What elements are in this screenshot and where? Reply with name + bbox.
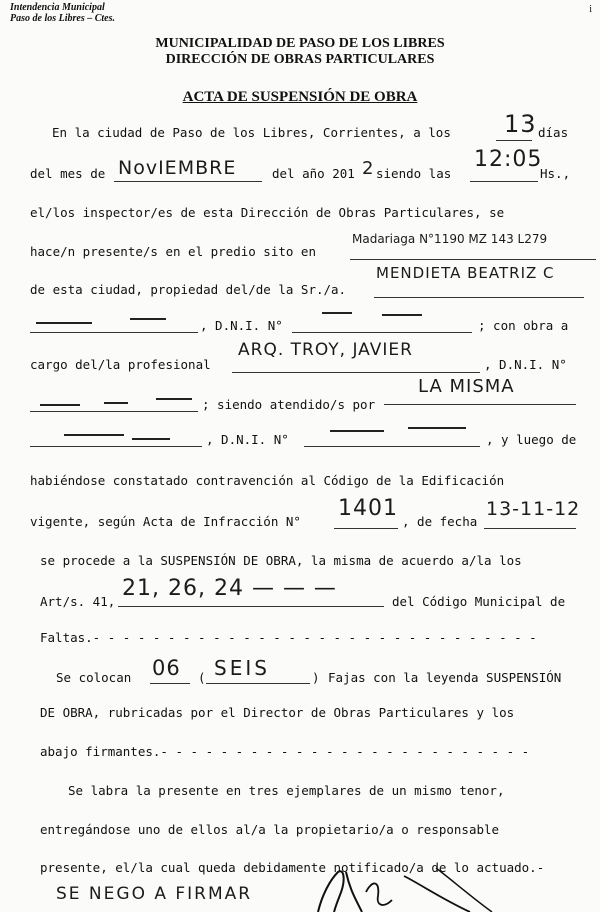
line-2-hs: Hs., — [540, 166, 571, 181]
hw-fajas-words: SEIS — [214, 656, 270, 680]
org-line-1: Intendencia Municipal — [10, 2, 105, 13]
hw-articles: 21, 26, 24 — — — — [122, 576, 337, 601]
line-10-text: habiéndose constatado contravención al Código de la Edificación — [30, 473, 505, 488]
line-9-luego: , y luego de — [486, 432, 577, 447]
line-2-anio: del año 201 — [272, 166, 355, 181]
line-14-faltas: Faltas.- - - - - - - - - - - - - - - - - - - - - - - - - - - - - - — [40, 630, 537, 645]
hw-owner: MENDIETA BEATRIZ C — [376, 264, 555, 282]
line-20-text: presente, el/la cual queda debidamente notificado/a de lo actuado.- — [40, 860, 545, 875]
hw-day: 13 — [504, 110, 537, 138]
corner-mark: i — [589, 4, 592, 15]
line-7-text: cargo del/la profesional — [30, 357, 211, 372]
line-3-text: el/los inspector/es de esta Dirección de Obras Particulares, se — [30, 205, 505, 220]
org-line-2: Paso de los Libres – Ctes. — [10, 13, 115, 24]
line-17-text: abajo firmantes.- - - - - - - - - - - - - - - - - - - - - - - - - — [40, 744, 530, 759]
line-16-text: DE OBRA, rubricadas por el Director de Obras Particulares y los — [40, 705, 515, 720]
hw-infraction-date: 13-11-12 — [486, 498, 581, 520]
line-7-dni: , D.N.I. N° — [484, 357, 567, 372]
hw-footer-note: SE NEGO A FIRMAR — [56, 884, 253, 904]
line-8-text: ; siendo atendido/s por — [202, 397, 376, 412]
line-18-text: Se labra la presente en tres ejemplares de un mismo tenor, — [68, 783, 505, 798]
line-11-text: vigente, según Acta de Infracción N° — [30, 514, 301, 529]
line-1-text: En la ciudad de Paso de los Libres, Corrientes, a los — [52, 125, 451, 140]
line-6-obra: ; con obra a — [478, 318, 569, 333]
hw-hour: 12:05 — [474, 147, 543, 172]
hw-year-digit: 2 — [362, 158, 375, 179]
hw-month: NovIEMBRE — [118, 157, 237, 179]
line-9-dni: , D.N.I. N° — [206, 432, 289, 447]
title-municipality: MUNICIPALIDAD DE PASO DE LOS LIBRES — [155, 36, 445, 51]
hw-infraction-number: 1401 — [338, 496, 398, 521]
line-15-close-paren: ) — [312, 670, 320, 685]
line-15-colocan: Se colocan — [56, 670, 132, 685]
line-4-text: hace/n presente/s en el predio sito en — [30, 244, 316, 259]
line-2-siendo: siendo las — [376, 166, 452, 181]
title-direction: DIRECCIÓN DE OBRAS PARTICULARES — [165, 52, 435, 67]
line-1-dias: días — [538, 125, 569, 140]
hw-fajas-count: 06 — [152, 656, 181, 680]
line-19-text: entregándose uno de ellos al/a la propietario/a o responsable — [40, 822, 500, 837]
hw-address: Madariaga N°1190 MZ 143 L279 — [352, 232, 548, 246]
line-15-fajas: Fajas con la leyenda SUSPENSIÓN — [328, 670, 562, 685]
document-title: ACTA DE SUSPENSIÓN DE OBRA — [182, 89, 418, 105]
line-15-open-paren: ( — [198, 670, 206, 685]
hw-attended-by: LA MISMA — [418, 376, 515, 397]
line-11-fecha: , de fecha — [402, 514, 478, 529]
line-6-dni: , D.N.I. N° — [200, 318, 283, 333]
line-5-text: de esta ciudad, propiedad del/de la Sr./a. — [30, 282, 347, 297]
line-13-art: Art/s. 41, — [40, 594, 116, 609]
line-12-text: se procede a la SUSPENSIÓN DE OBRA, la misma de acuerdo a/la los — [40, 553, 522, 568]
hw-professional: ARQ. TROY, JAVIER — [238, 340, 413, 360]
line-2-mes: del mes de — [30, 166, 106, 181]
line-13-codigo: del Código Municipal de — [392, 594, 566, 609]
